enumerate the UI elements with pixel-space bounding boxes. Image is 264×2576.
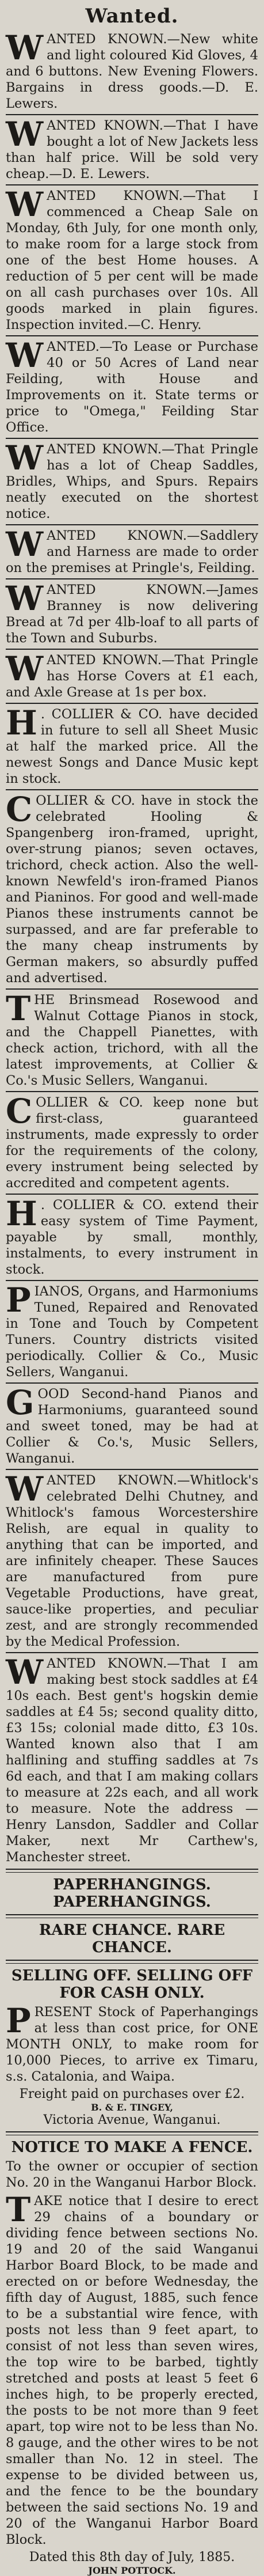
paper-firm: B. & E. TINGEY, xyxy=(91,2102,173,2113)
ad-item xyxy=(6,578,258,646)
drop-cap: T xyxy=(6,2190,31,2229)
ad-item xyxy=(6,184,258,333)
fence-title: NOTICE TO MAKE A FENCE. xyxy=(11,2139,253,2156)
drop-cap: W xyxy=(6,28,44,67)
ad-text: ANTED KNOWN.—That I am making best stock saddles at £4 10s each. Best gent's hogskin demie saddles at £4 5s; second quality ditto, £3 15s; colonial made ditto, £3 10s. Wanted known also that I am halflining and stuffing saddles at 7s 6d each, and that I am making collars to measure at 22s each, and all work to measure. Note the address — Henry Lansdon, Saddler and Collar Maker, next Mr Carthew's, Manchester street. xyxy=(6,1656,258,1865)
ad-item xyxy=(6,524,258,576)
drop-cap: W xyxy=(6,115,44,154)
ad-text: ANTED KNOWN.—Saddlery and Harness are made to order on the premises at Pringle's, Feilding. xyxy=(6,528,258,575)
ad-item xyxy=(6,1280,258,1380)
fence-signature: JOHN POTTOCK. xyxy=(88,2565,176,2576)
ad-text: ANTED KNOWN.—Whitlock's celebrated Delhi Chutney, and Whitlock's famous Worcestershire Relish, are equal in quality to anything that can be imported, and are infinitely cheaper. These Sauces are manufactured from pure Vegetable Productions, have great, sauce-like properties, and peculiar zest, and are strongly recommended by the Medical Profession. xyxy=(6,1473,258,1649)
drop-cap: W xyxy=(6,579,44,618)
ad-item xyxy=(6,28,258,112)
paper-address: Victoria Avenue, Wanganui. xyxy=(43,2113,221,2127)
ad-item xyxy=(6,703,258,787)
ad-text: ANTED KNOWN.—That I have bought a lot of New Jackets less than half price. Will be sold very cheap.—D. E. Lewers. xyxy=(6,118,258,181)
ad-text: ANTED KNOWN.—James Branney is now delivering Bread at 7d per 4lb-loaf to all parts of the Town and Suburbs. xyxy=(6,582,258,646)
ad-text: IANOS, Organs, and Harmoniums Tuned, Repaired and Renovated in Tone and Touch by Competent Tuners. Country districts visited periodically. Collier & Co., Music Sellers, Wanganui. xyxy=(6,1284,258,1380)
ad-item xyxy=(6,1194,258,1278)
paper-body xyxy=(6,2001,258,2085)
ad-text: ANTED KNOWN.—New white and light coloured Kid Gloves, 4 and 6 buttons. New Evening Flowers. Bargains in dress goods.—D. E. Lewers. xyxy=(6,32,258,111)
drop-cap: C xyxy=(6,1092,33,1131)
ad-text: HE Brinsmead Rosewood and Walnut Cottage Pianos in stock, and the Chappell Pianettes, with check action, trichord, with all the latest improvements, at Collier & Co.'s Music Sellers, Wanganui. xyxy=(6,992,258,1088)
ad-item xyxy=(6,789,258,986)
ad-text: ANTED KNOWN.—That Pringle has a lot of Cheap Saddles, Bridles, Whips, and Spurs. Repairs neatly executed on the shortest notice. xyxy=(6,442,258,521)
drop-cap: W xyxy=(6,438,44,478)
drop-cap: C xyxy=(6,790,33,829)
ad-item xyxy=(6,988,258,1089)
ad-text: . COLLIER & CO. extend their easy system of Time Payment, payable by small, monthly, instalments, to every instrument in stock. xyxy=(6,1198,258,1277)
divider xyxy=(6,2131,258,2135)
paperhangings-ad xyxy=(6,1876,258,2128)
ad-text: OOD Second-hand Pianos and Harmoniums, guaranteed sound and sweet toned, may be had at Collier & Co.'s, Music Sellers, Wanganui. xyxy=(6,1387,258,1466)
fence-dated: Dated this 8th day of July, 1885. xyxy=(29,2550,235,2564)
fence-intro: To the owner or occupier of section No. 20 in the Wanganui Harbor Block. xyxy=(6,2159,258,2190)
ad-item xyxy=(6,1652,258,1865)
drop-cap: W xyxy=(6,1469,44,1509)
divider xyxy=(6,1960,258,1964)
drop-cap: T xyxy=(6,989,31,1028)
ads-list xyxy=(6,28,258,1865)
fence-body xyxy=(6,2190,258,2548)
fence-text: AKE notice that I desire to erect 29 chains of a boundary or dividing fence between sections No. 19 and 20 of the said Wanganui Harbor Board Block, to be made and erected on or before Wednesday, the fifth day of August, 1885, such fence to be a substantial wire fence, with posts not less than 9 feet apart, to consist of not less than seven wires, the top wire to be barbed, tightly stretched and posts at least 5 feet 6 inches high, to be properly erected, the posts to be not more than 9 feet apart, top wire not to be less than No. 8 gauge, and the other wires to be not smaller than No. 12 in steel. The expense to be divided between us, and the fence to be the boundary between the said sections No. 19 and 20 of the Wanganui Harbor Board Block. xyxy=(6,2194,258,2547)
ad-text: OLLIER & CO. have in stock the celebrated Hooling & Spangenberg iron-framed, upright, over-strung pianos; seven octaves, trichord, check action. Also the well-known Newfeld's iron-framed Pianos and Pianinos. For good and well-made Pianos these instruments cannot be surpassed, and are far preferable to the many cheap instruments by German makers, so absurdly puffed and advertised. xyxy=(6,793,258,986)
ad-item xyxy=(6,114,258,182)
drop-cap: P xyxy=(6,1281,31,1320)
drop-cap: W xyxy=(6,1653,44,1692)
drop-cap: W xyxy=(6,185,44,224)
ad-item xyxy=(6,335,258,435)
paper-freight: Freight paid on purchases over £2. xyxy=(19,2087,245,2101)
ad-item xyxy=(6,438,258,522)
ad-text: ANTED KNOWN.—That Pringle has Horse Covers at £1 each, and Axle Grease at 1s per box. xyxy=(6,653,258,700)
drop-cap: W xyxy=(6,336,44,375)
ad-text: ANTED KNOWN.—That I commenced a Cheap Sale on Monday, 6th July, for one month only, to make room for a large stock from one of the best Home houses. A reduction of 5 per cent will be made on all cash purchases over 10s. All goods marked in plain figures. Inspection invited.—C. Henry. xyxy=(6,188,258,332)
ad-text: ANTED.—To Lease or Purchase 40 or 50 Acres of Land near Feilding, with House and Improvements on it. State terms or price to "Omega," Feilding Star Office. xyxy=(6,339,258,435)
ad-item xyxy=(6,649,258,700)
ad-item xyxy=(6,1091,258,1191)
drop-cap: G xyxy=(6,1383,35,1422)
paper-rare: RARE CHANCE. RARE CHANCE. xyxy=(39,1922,225,1956)
ad-item xyxy=(6,1382,258,1467)
drop-cap: W xyxy=(6,525,44,564)
ad-text: OLLIER & CO. keep none but first-class, guaranteed instruments, made expressly to order for the requirements of the colony, every instrument being selected by accredited and competent agents. xyxy=(6,1095,258,1191)
drop-cap: W xyxy=(6,649,44,688)
paper-selling: SELLING OFF. SELLING OFF FOR CASH ONLY. xyxy=(11,1967,253,2002)
divider xyxy=(6,1914,258,1918)
section-heading: Wanted. xyxy=(85,5,179,28)
divider xyxy=(6,1869,258,1873)
paper-text: RESENT Stock of Paperhangings at less than cost price, for ONE MONTH ONLY, to make room for 10,000 Pieces, to arrive ex Timaru, s.s. Catalonia, and Waipa. xyxy=(6,2005,258,2084)
drop-cap: H xyxy=(6,703,37,743)
fence-notice xyxy=(6,2139,258,2576)
drop-cap: H xyxy=(6,1194,37,1233)
ad-text: . COLLIER & CO. have decided in future to sell all Sheet Music at half the marked price. All the newest Songs and Dance Music kept in stock. xyxy=(6,707,258,786)
ad-item xyxy=(6,1469,258,1650)
drop-cap: P xyxy=(6,2001,31,2040)
paper-title: PAPERHANGINGS. PAPERHANGINGS. xyxy=(53,1876,211,1911)
